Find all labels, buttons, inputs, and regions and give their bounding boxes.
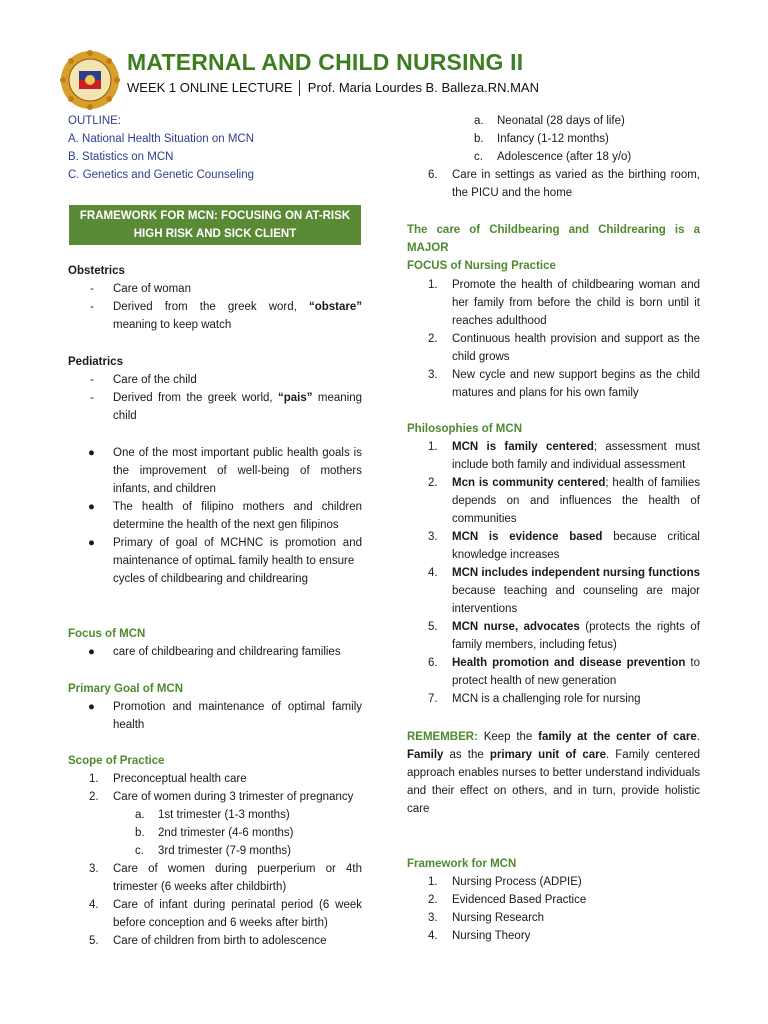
list-item: ● The health of filipino mothers and children determine the health of the next gen filipinos	[88, 501, 362, 531]
primary-goal-section	[68, 680, 362, 734]
sub-list-item: c. 3rd trimester (7-9 months)	[135, 845, 291, 857]
sub-list-item: c. Adolescence (after 18 y/o)	[474, 151, 632, 163]
list-item: ● One of the most important public health goals is the improvement of well-being of mothers infants, and children	[88, 447, 362, 495]
framework-banner	[69, 205, 361, 245]
scope-heading: Scope of Practice	[68, 755, 165, 767]
scope-section	[68, 752, 362, 950]
outline-heading: OUTLINE:	[68, 115, 122, 127]
philosophies-heading: Philosophies of MCN	[407, 423, 522, 435]
list-item: 6. Care in settings as varied as the birthing room, the PICU and the home	[428, 169, 700, 199]
list-item: 3. Nursing Research	[428, 912, 545, 924]
list-item: - Care of the child	[90, 374, 197, 386]
list-item: 3. New cycle and new support begins as the child matures and plans for his own family	[428, 369, 700, 399]
list-item: 2. Continuous health provision and support as the child grows	[428, 333, 700, 363]
list-item: 4. Care of infant during perinatal period (6 week before conception and 6 weeks after birth)	[89, 899, 362, 929]
list-item: 1. MCN is family centered; assessment must include both family and individual assessment	[428, 441, 700, 471]
primary-goal-heading: Primary Goal of MCN	[68, 683, 184, 695]
list-item: 2. Evidenced Based Practice	[428, 894, 587, 906]
outline	[68, 112, 362, 184]
list-item: ● care of childbearing and childrearing families	[88, 646, 341, 658]
major-focus-heading: The care of Childbearing and Childrearing is a MAJOR FOCUS of Nursing Practice	[407, 224, 700, 272]
list-item: ● Promotion and maintenance of optimal family health	[88, 701, 362, 731]
list-item: 5. Care of children from birth to adolescence	[89, 935, 327, 947]
sub-list-item: a. 1st trimester (1-3 months)	[135, 809, 290, 821]
list-item: - Care of woman	[90, 283, 191, 295]
remember-note: REMEMBER: Keep the family at the center of care. Family as the primary unit of care. Family centered approach enables nurses to better understand individuals and their effect on others, and in turn, provide holistic care	[407, 731, 700, 815]
list-item: 1. Nursing Process (ADPIE)	[428, 876, 582, 888]
list-item: ● Primary of goal of MCHNC is promotion and maintenance of optimaL family health to ensure cycles of childbearing and childrearing	[88, 537, 362, 585]
pediatrics-section	[68, 353, 362, 425]
focus-section	[68, 625, 362, 661]
banner-line: FRAMEWORK FOR MCN: FOCUSING ON AT-RISK	[79, 210, 351, 222]
list-item: 4. Nursing Theory	[428, 930, 531, 942]
list-item: - Derived from the greek world, “pais” meaning child	[90, 392, 362, 422]
outline-item: B. Statistics on MCN	[68, 151, 174, 163]
pediatrics-heading: Pediatrics	[68, 356, 123, 368]
list-item: 6. Health promotion and disease prevention to protect health of new generation	[428, 657, 700, 687]
list-item: - Derived from the greek word, “obstare” meaning to keep watch	[90, 301, 362, 331]
list-item: 1. Promote the health of childbearing woman and her family from before the child is born until it reaches adulthood	[428, 279, 700, 327]
framework-heading: Framework for MCN	[407, 858, 517, 870]
list-item: 7. MCN is a challenging role for nursing	[428, 693, 641, 705]
document-subtitle: WEEK 1 ONLINE LECTURE │ Prof. Maria Lourdes B. Balleza.RN.MAN	[127, 80, 539, 95]
sub-list-item: b. Infancy (1-12 months)	[474, 133, 609, 145]
list-item: 5. MCN nurse, advocates (protects the rights of family members, including fetus)	[428, 621, 700, 651]
obstetrics-section	[68, 262, 362, 334]
list-item: 4. MCN includes independent nursing functions because teaching and counseling are major interventions	[428, 567, 700, 615]
focus-heading: Focus of MCN	[68, 628, 146, 640]
framework-section	[407, 855, 700, 945]
obstetrics-heading: Obstetrics	[68, 265, 125, 277]
philosophies-section	[407, 420, 700, 708]
sub-list-item: b. 2nd trimester (4-6 months)	[135, 827, 294, 839]
university-seal-icon	[60, 50, 120, 110]
list-item: 2. Mcn is community centered; health of families depends on and influences the health of communities	[428, 477, 700, 525]
scope-continued	[407, 112, 700, 202]
list-item: 2. Care of women during 3 trimester of pregnancy	[89, 791, 354, 803]
list-item: 1. Preconceptual health care	[89, 773, 247, 785]
bullet-list	[68, 444, 362, 588]
list-item: 3. Care of women during puerperium or 4th trimester (6 weeks after childbirth)	[89, 863, 362, 893]
outline-item: C. Genetics and Genetic Counseling	[68, 169, 255, 181]
list-item: 3. MCN is evidence based because critical knowledge increases	[428, 531, 700, 561]
sub-list-item: a. Neonatal (28 days of life)	[474, 115, 625, 127]
banner-line: HIGH RISK AND SICK CLIENT	[133, 228, 297, 240]
outline-item: A. National Health Situation on MCN	[68, 133, 255, 145]
document-title: MATERNAL AND CHILD NURSING II	[127, 49, 524, 75]
major-focus-list	[407, 276, 700, 402]
